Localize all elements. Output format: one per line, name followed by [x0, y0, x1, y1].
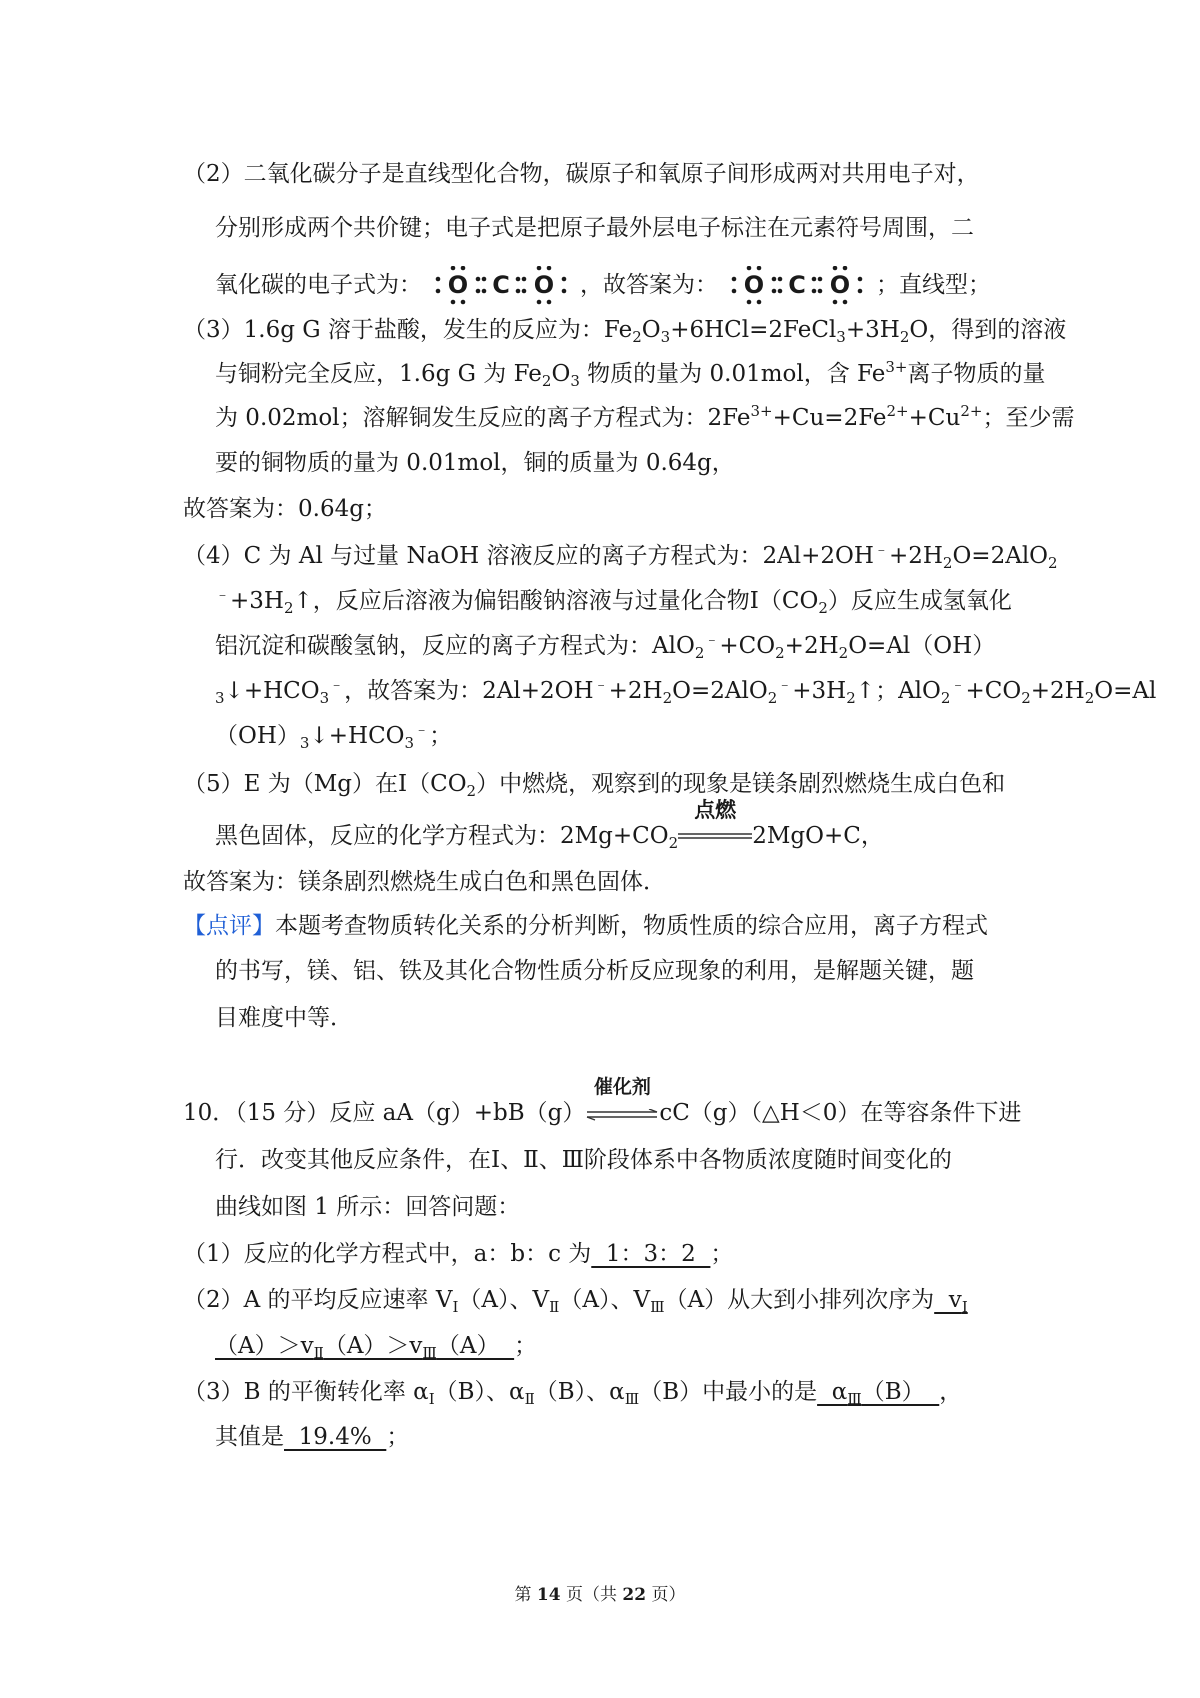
q10-line2: 行．改变其他反应条件，在Ⅰ、Ⅱ、Ⅲ阶段体系中各物质浓度随时间变化的 — [215, 1147, 952, 1173]
q10-sub3-line2: 其值是 19.4% ； — [215, 1424, 410, 1450]
reaction-condition-arrow-catalyst: 催化剂 — [585, 1097, 659, 1129]
p5-line2: 黑色固体，反应的化学方程式为：$2Mg+CO_2$ 点燃 2MgO+C， — [215, 798, 884, 852]
lewis-atom-o: O — [533, 271, 555, 299]
q10-sub3-answer2: 19.4% — [284, 1424, 387, 1450]
review-line3: 目难度中等． — [215, 1005, 353, 1031]
p4-line4: $_3↓+HCO_3^﹣$，故答案为：$2Al+2OH^﹣+2H_2O=2AlO_2^﹣+3H_2↑$；$AlO_2^﹣+CO_2+2H_2O=Al$ — [215, 675, 1157, 707]
q10-line3: 曲线如图 1 所示：回答问题： — [215, 1194, 521, 1220]
p4-line5: $(OH)_3↓+HCO_3^﹣$； — [215, 720, 453, 752]
lewis-electron-dot — [537, 266, 542, 270]
review-line1: 【点评】本题考查物质转化关系的分析判断，物质性质的综合应用，离子方程式 — [183, 913, 988, 939]
lewis-atom-o: O — [743, 271, 765, 299]
p2-line3: 氧化碳的电子式为： O C O ，故答案为： O C O ；直线型； — [215, 266, 991, 306]
reaction-condition-arrow-ignite: 点燃 — [694, 798, 737, 822]
lewis-atom-c: C — [492, 271, 510, 299]
lewis-electron-dot — [516, 277, 521, 282]
q10-sub1: （1）反应的化学方程式中，a：b：c 为 1：3：2 ； — [183, 1241, 734, 1267]
q10-sub3-line1: （3）B 的平衡转化率 $\alpha_Ⅰ(B)$、$\alpha_Ⅱ(B)$、$\alpha_Ⅲ(B)$中最小的是 $\alpha_Ⅲ(B)$ ， — [183, 1379, 963, 1408]
page-number: 14 — [536, 1585, 561, 1605]
p3-answer: 故答案为：0.64g； — [183, 496, 387, 522]
q10-line1: 10．（15 分）反应 aA（g）+bB（g） 催化剂 cC（g）（△H＜0）在等容条件下进 — [183, 1097, 1021, 1129]
q10-sub2-line1: （2）A 的平均反应速率 $V_Ⅰ(A)$、$V_Ⅱ(A)$、$V_Ⅲ(A)$从大到小排列次序为 $v_Ⅰ$ — [183, 1287, 968, 1316]
lewis-electron-dot — [482, 289, 487, 294]
lewis-electron-dot — [537, 300, 542, 305]
lewis-electron-dot — [757, 266, 762, 270]
review-tag: 【点评】 — [183, 913, 275, 939]
p3-line1: （3）1.6g G 溶于盐酸，发生的反应为：$Fe_2O_3+6HCl=2FeCl_3+3H_2O$，得到的溶液 — [183, 317, 1067, 346]
q10-sub3-answer1: $\alpha_Ⅲ(B)$ — [817, 1379, 940, 1408]
lewis-atom-c: C — [788, 271, 806, 299]
lewis-electron-dot — [547, 300, 552, 305]
p2-line2: 分别形成两个共价键；电子式是把原子最外层电子标注在元素符号周围，二 — [215, 215, 974, 241]
lewis-electron-dot — [562, 289, 567, 294]
lewis-electron-dot — [547, 266, 552, 270]
p4-line2: $^﹣+3H_2↑$，反应后溶液为偏铝酸钠溶液与过量化合物$Ⅰ(CO_2)$反应生成氢氧化 — [215, 585, 1012, 617]
lewis-electron-dot — [812, 277, 817, 282]
total-pages: 22 — [622, 1585, 647, 1605]
lewis-electron-dot — [451, 266, 456, 270]
co2-lewis-structure-2 — [722, 266, 872, 306]
lewis-electron-dot — [778, 277, 783, 282]
q10-sub2-answer-part2: $(A)>v_Ⅱ(A)>v_Ⅲ(A)$ — [215, 1333, 515, 1362]
lewis-electron-dot — [818, 289, 823, 294]
lewis-electron-dot — [451, 300, 456, 305]
lewis-electron-dot — [843, 300, 848, 305]
co2-lewis-structure-1 — [426, 266, 576, 306]
lewis-electron-dot — [461, 300, 466, 305]
lewis-atom-o: O — [829, 271, 851, 299]
lewis-electron-dot — [812, 289, 817, 294]
q10-sub2-answer-part1: $v_Ⅰ$ — [934, 1287, 968, 1316]
lewis-electron-dot — [522, 277, 527, 282]
lewis-electron-dot — [833, 266, 838, 270]
lewis-electron-dot — [732, 289, 737, 294]
lewis-electron-dot — [522, 289, 527, 294]
q10-sub2-line2: $(A)>v_Ⅱ(A)>v_Ⅲ(A)$ ； — [215, 1333, 538, 1362]
lewis-electron-dot — [747, 300, 752, 305]
q10-sub1-answer: 1：3：2 — [591, 1241, 711, 1267]
lewis-atom-o: O — [447, 271, 469, 299]
lewis-electron-dot — [732, 277, 737, 282]
lewis-electron-dot — [818, 277, 823, 282]
lewis-electron-dot — [476, 289, 481, 294]
lewis-electron-dot — [772, 277, 777, 282]
p3-line2: 与铜粉完全反应，1.6g G 为 $Fe_2O_3$ 物质的量为 0.01mol，含 $Fe^{3+}$离子物质的量 — [215, 358, 1046, 390]
lewis-electron-dot — [858, 289, 863, 294]
p4-line3: 铝沉淀和碳酸氢钠，反应的离子方程式为：$AlO_2^﹣+CO_2+2H_2O=Al(OH)$ — [215, 630, 996, 662]
lewis-electron-dot — [482, 277, 487, 282]
p2-line1: （2）二氧化碳分子是直线型化合物，碳原子和氧原子间形成两对共用电子对， — [183, 161, 980, 187]
p3-line3: 为 0.02mol；溶解铜发生反应的离子方程式为：$2Fe^{3+}+Cu=2Fe^{2+}+Cu^{2+}$；至少需 — [215, 402, 1075, 431]
p3-line4: 要的铜物质的量为 0.01mol，铜的质量为 0.64g， — [215, 450, 735, 476]
p5-line1: （5）E 为（Mg）在$Ⅰ(CO_2)$中燃烧，观察到的现象是镁条剧烈燃烧生成白色和 — [183, 771, 1006, 800]
lewis-electron-dot — [772, 289, 777, 294]
p5-answer: 故答案为：镁条剧烈燃烧生成白色和黑色固体． — [183, 869, 666, 895]
lewis-electron-dot — [757, 300, 762, 305]
lewis-electron-dot — [476, 277, 481, 282]
p4-line1: （4）C 为 Al 与过量 NaOH 溶液反应的离子方程式为：$2Al+2OH^﹣+2H_2O=2AlO_2$ — [183, 540, 1058, 572]
lewis-electron-dot — [436, 289, 441, 294]
lewis-electron-dot — [778, 289, 783, 294]
lewis-electron-dot — [516, 289, 521, 294]
review-line2: 的书写，镁、铝、铁及其化合物性质分析反应现象的利用，是解题关键，题 — [215, 958, 974, 984]
lewis-electron-dot — [461, 266, 466, 270]
page-footer: 第 14 页（共 22 页） — [514, 1585, 686, 1605]
lewis-electron-dot — [436, 277, 441, 282]
lewis-electron-dot — [843, 266, 848, 270]
lewis-electron-dot — [747, 266, 752, 270]
lewis-electron-dot — [858, 277, 863, 282]
lewis-electron-dot — [833, 300, 838, 305]
lewis-electron-dot — [562, 277, 567, 282]
